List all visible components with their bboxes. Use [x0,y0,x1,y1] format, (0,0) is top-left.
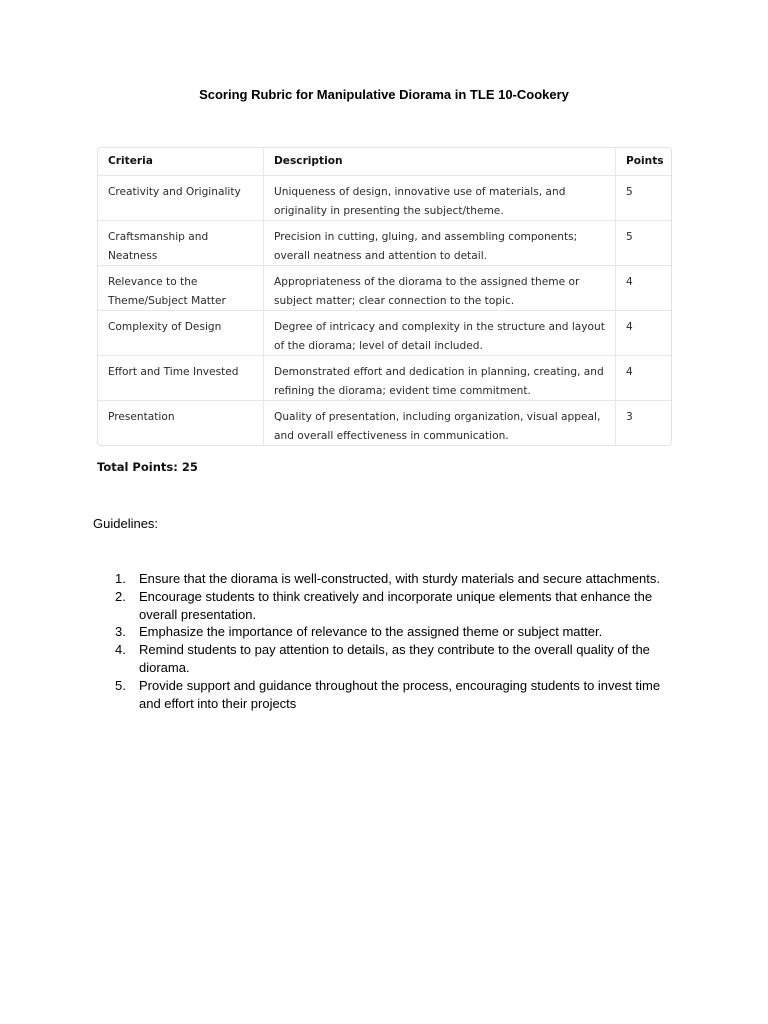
criteria-cell: Relevance to the Theme/Subject Matter [98,266,264,310]
description-cell: Precision in cutting, gluing, and assembling components; overall neatness and attention to detail. [264,221,616,265]
points-cell: 4 [626,366,633,378]
table-row [98,265,671,310]
list-item [93,641,673,677]
points-cell: 4 [626,276,633,288]
criteria-cell: Effort and Time Invested [98,356,264,400]
list-item-text: Provide support and guidance throughout the process, encouraging students to invest time and effort into their projects [139,677,661,711]
table-row [98,175,671,220]
points-cell: 4 [626,321,633,333]
table-header-row [98,148,671,175]
points-cell: 5 [626,231,633,243]
list-item [93,623,673,641]
header-description: Description [264,148,616,175]
description-cell: Uniqueness of design, innovative use of materials, and originality in presenting the subject/theme. [264,176,616,220]
list-number: 4. [115,642,126,658]
points-cell: 5 [626,186,633,198]
list-item [93,677,673,713]
list-item [93,570,673,588]
criteria-cell: Craftsmanship and Neatness [98,221,264,265]
list-number: 1. [115,571,126,586]
table-row [98,355,671,400]
description-cell: Degree of intricacy and complexity in the structure and layout of the diorama; level of detail included. [264,311,616,355]
total-points: Total Points: 25 [97,460,198,474]
criteria-cell: Complexity of Design [98,311,264,355]
document-title: Scoring Rubric for Manipulative Diorama in TLE 10-Cookery [199,87,569,102]
criteria-cell: Presentation [98,401,264,445]
header-criteria: Criteria [98,148,264,175]
table-row [98,310,671,355]
criteria-cell: Creativity and Originality [98,176,264,220]
table-row [98,400,671,445]
description-cell: Demonstrated effort and dedication in planning, creating, and refining the diorama; evident time commitment. [264,356,616,400]
rubric-table [97,147,672,446]
header-points: Points [626,155,664,167]
points-cell: 3 [626,411,633,423]
table-row [98,220,671,265]
list-item-text: Ensure that the diorama is well-constructed, with sturdy materials and secure attachments. [139,571,660,586]
description-cell: Appropriateness of the diorama to the assigned theme or subject matter; clear connection to the topic. [264,266,616,310]
list-number: 2. [115,588,126,604]
list-item-text: Encourage students to think creatively and incorporate unique elements that enhance the overall presentation. [139,588,653,622]
guidelines-list [93,570,673,712]
list-number: 3. [115,624,126,640]
list-number: 5. [115,677,126,693]
list-item-text: Remind students to pay attention to details, as they contribute to the overall quality of the diorama. [139,642,650,675]
guidelines-heading: Guidelines: [93,516,159,531]
list-item-text: Emphasize the importance of relevance to the assigned theme or subject matter. [139,624,603,640]
description-cell: Quality of presentation, including organization, visual appeal, and overall effectiveness in communication. [264,401,616,445]
list-item [93,588,673,624]
